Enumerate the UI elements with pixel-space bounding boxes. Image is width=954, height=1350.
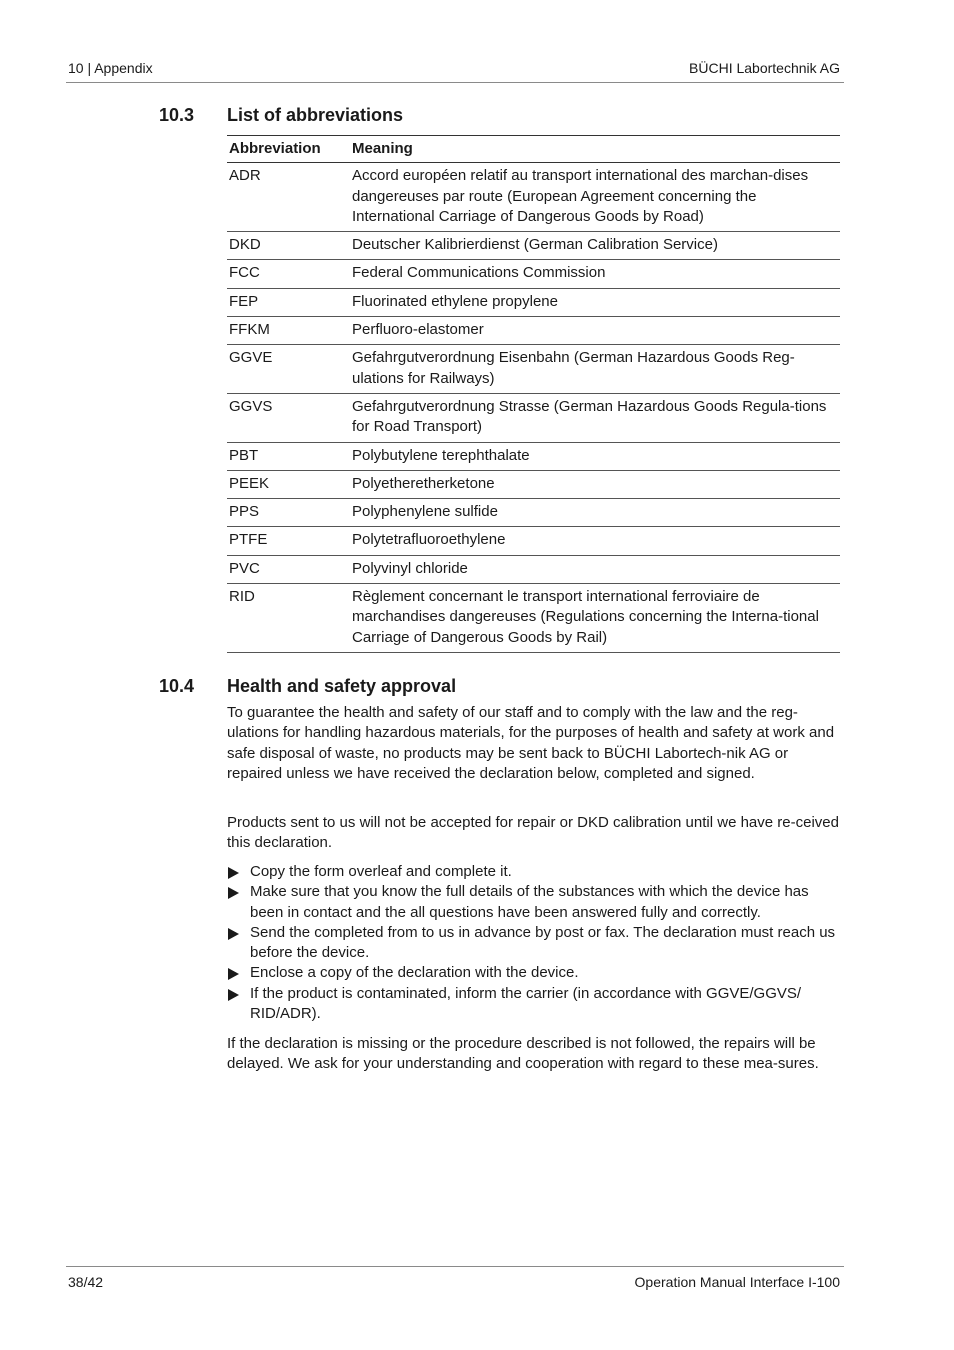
header-chapter: 10 | Appendix bbox=[68, 60, 153, 76]
abbreviation-cell: GGVE bbox=[227, 345, 350, 394]
page-footer bbox=[66, 1266, 844, 1297]
meaning-cell: Polyphenylene sulfide bbox=[350, 499, 840, 527]
table-row bbox=[227, 345, 840, 394]
meaning-cell: Polyetheretherketone bbox=[350, 470, 840, 498]
paragraph-text: To guarantee the health and safety of our staff and to comply with the law and the reg-ulations for handling hazardous materials, for the purposes of health and safety at work and safe disposal of waste, no products may be sent back to BÜCHI Labortech-nik AG or repaired unless we have received the declaration below, completed and signed. bbox=[227, 704, 835, 782]
abbreviation-cell: DKD bbox=[227, 232, 350, 260]
page-header bbox=[66, 58, 844, 83]
table-row bbox=[227, 499, 840, 527]
abbreviation-cell: ADR bbox=[227, 163, 350, 232]
abbreviations-table bbox=[227, 135, 840, 653]
bullet-arrow-icon bbox=[228, 989, 239, 1001]
column-header-meaning: Meaning bbox=[350, 136, 840, 163]
table-row bbox=[227, 163, 840, 232]
meaning-cell: Accord européen relatif au transport international des marchan-dises dangereuses par route (European Agreement concerning the International Carriage of Dangerous Goods by Road) bbox=[350, 163, 840, 232]
bullet-arrow-icon bbox=[228, 867, 239, 879]
meaning-cell: Polytetrafluoroethylene bbox=[350, 527, 840, 555]
bullet-arrow-icon bbox=[228, 928, 239, 940]
section-10-3-title: List of abbreviations bbox=[227, 105, 404, 125]
abbreviation-cell: PVC bbox=[227, 555, 350, 583]
abbreviation-cell: PTFE bbox=[227, 527, 350, 555]
section-10-3-number: 10.3 bbox=[159, 105, 195, 125]
table-header-row bbox=[227, 136, 840, 163]
meaning-cell: Règlement concernant le transport international ferroviaire de marchandises dangereuses (Regulations concerning the Interna-tional Carriage of Dangerous Goods by Rail) bbox=[350, 584, 840, 653]
bullet-arrow-icon bbox=[228, 968, 239, 980]
table-row bbox=[227, 260, 840, 288]
table-row bbox=[227, 288, 840, 316]
section-10-4-number: 10.4 bbox=[159, 676, 195, 696]
meaning-cell: Deutscher Kalibrierdienst (German Calibration Service) bbox=[350, 232, 840, 260]
abbreviation-cell: PEEK bbox=[227, 470, 350, 498]
table-row bbox=[227, 442, 840, 470]
list-item bbox=[227, 882, 841, 923]
header-company: BÜCHI Labortechnik AG bbox=[689, 60, 840, 76]
abbreviation-cell: GGVS bbox=[227, 393, 350, 442]
step-text: Send the completed from to us in advance by post or fax. The declaration must reach us before the device. bbox=[250, 923, 836, 962]
document-title: Operation Manual Interface I-100 bbox=[634, 1274, 840, 1290]
table-row bbox=[227, 584, 840, 653]
list-item bbox=[227, 862, 841, 882]
table-row bbox=[227, 470, 840, 498]
list-item bbox=[227, 923, 841, 964]
step-text: If the product is contaminated, inform the carrier (in accordance with GGVE/GGVS/ RID/ADR). bbox=[250, 984, 802, 1023]
health-paragraph-3 bbox=[227, 1034, 841, 1075]
meaning-cell: Perfluoro-elastomer bbox=[350, 317, 840, 345]
meaning-cell: Gefahrgutverordnung Strasse (German Hazardous Goods Regula-tions for Road Transport) bbox=[350, 393, 840, 442]
step-text: Enclose a copy of the declaration with the device. bbox=[250, 964, 579, 982]
paragraph-text: If the declaration is missing or the procedure described is not followed, the repairs will be delayed. We ask for your understanding and cooperation with regard to these mea-sures. bbox=[227, 1035, 819, 1073]
column-header-abbreviation: Abbreviation bbox=[227, 136, 350, 163]
health-paragraph-2 bbox=[227, 813, 841, 854]
step-text: Copy the form overleaf and complete it. bbox=[250, 863, 512, 880]
meaning-cell: Polybutylene terephthalate bbox=[350, 442, 840, 470]
abbreviation-cell: FCC bbox=[227, 260, 350, 288]
table-row bbox=[227, 393, 840, 442]
table-row bbox=[227, 555, 840, 583]
abbreviation-cell: FEP bbox=[227, 288, 350, 316]
page-number: 38/42 bbox=[68, 1274, 104, 1290]
abbreviation-cell: PBT bbox=[227, 442, 350, 470]
abbreviation-cell: FFKM bbox=[227, 317, 350, 345]
table-row bbox=[227, 527, 840, 555]
step-text: Make sure that you know the full details of the substances with which the device has been in contact and the all questions have been answered fully and correctly. bbox=[250, 883, 809, 921]
health-paragraph-1 bbox=[227, 703, 841, 784]
abbreviation-cell: RID bbox=[227, 584, 350, 653]
table-row bbox=[227, 232, 840, 260]
meaning-cell: Fluorinated ethylene propylene bbox=[350, 288, 840, 316]
abbreviation-cell: PPS bbox=[227, 499, 350, 527]
bullet-arrow-icon bbox=[228, 887, 239, 899]
list-item bbox=[227, 984, 841, 1025]
meaning-cell: Polyvinyl chloride bbox=[350, 555, 840, 583]
instruction-steps bbox=[227, 862, 841, 1024]
table-row bbox=[227, 317, 840, 345]
meaning-cell: Gefahrgutverordnung Eisenbahn (German Hazardous Goods Reg-ulations for Railways) bbox=[350, 345, 840, 394]
paragraph-text: Products sent to us will not be accepted for repair or DKD calibration until we have re-ceived this declaration. bbox=[227, 814, 839, 852]
list-item bbox=[227, 963, 841, 983]
section-10-4-title: Health and safety approval bbox=[227, 676, 457, 696]
abbreviations-table-body bbox=[227, 163, 840, 653]
meaning-cell: Federal Communications Commission bbox=[350, 260, 840, 288]
